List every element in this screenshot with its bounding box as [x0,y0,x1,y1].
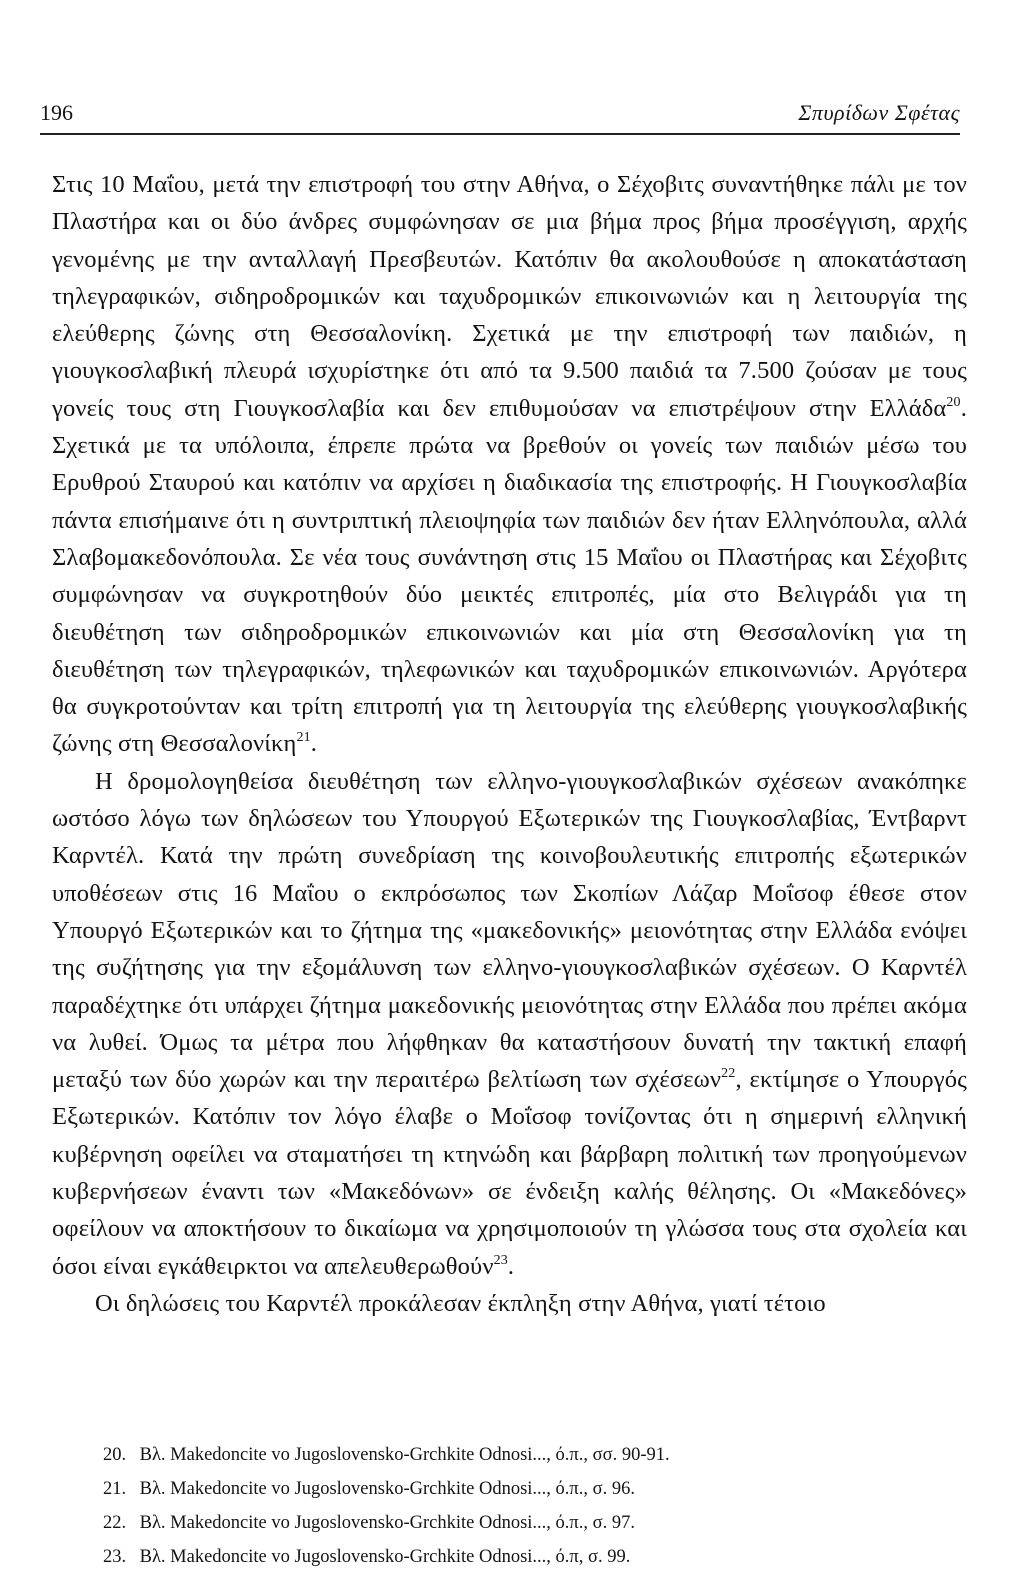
footnote-23 [103,1540,903,1574]
footnote-text: Βλ. Makedoncite vo Jugoslovensko-Grchkite Odnosi..., ό.π, σ. 99. [139,1547,631,1567]
paragraph-2 [52,763,967,1285]
body-text [52,166,967,1322]
footnote-number: 22. [103,1513,127,1533]
footnote-ref-22: 22 [721,1066,736,1082]
page-number: 196 [40,100,73,125]
footnote-number: 23. [103,1547,127,1567]
footnotes [103,1438,903,1574]
footnote-ref-21: 21 [296,730,311,746]
paragraph-1-text-a: Στις 10 Μαΐου, μετά την επιστροφή του στην Αθήνα, ο Σέχοβιτς συναντήθηκε πάλι με τον Πλαστήρα και οι δύο άνδρες συμφώνησαν σε μια βήμα προς βήμα προσέγγιση, αρχής γενομένης με την ανταλλαγή Πρεσβευτών. Κατόπιν θα ακολουθούσε η αποκατάσταση τηλεγραφικών, σιδηροδρομικών και ταχυδρομικών επικοινωνιών και η λειτουργία της ελεύθερης ζώνης στη Θεσσαλονίκη. Σχετικά με την επιστροφή των παιδιών, η γιουγκοσλαβική πλευρά ισχυρίστηκε ότι από τα 9.500 παιδιά τα 7.500 ζούσαν με τους γονείς τους στη Γιουγκοσλαβία και δεν επιθυμούσαν να επιστρέψουν στην Ελλάδα [52,171,967,422]
paragraph-1-text-c: . [310,730,318,758]
footnote-22 [103,1506,903,1540]
footnote-20 [103,1438,903,1472]
footnote-text: Βλ. Makedoncite vo Jugoslovensko-Grchkite Odnosi..., ό.π., σσ. 90-91. [139,1445,670,1465]
footnote-number: 20. [103,1445,127,1465]
footnote-ref-23: 23 [493,1252,508,1268]
header-rule [40,133,960,135]
footnote-21 [103,1472,903,1506]
page-header [40,98,960,132]
paragraph-2-text-c: . [507,1252,515,1280]
paragraph-1-text-b: . Σχετικά με τα υπόλοιπα, έπρεπε πρώτα να βρεθούν οι γονείς των παιδιών μέσω του Ερυθρού Σταυρού και κατόπιν να αρχίσει η διαδικασία της επιστροφής. Η Γιουγκοσλαβία πάντα επισήμαινε ότι η συντριπτική πλειοψηφία των παιδιών δεν ήταν Ελληνόπουλα, αλλά Σλαβομακεδονόπουλα. Σε νέα τους συνάντηση στις 15 Μαΐου οι Πλαστήρας και Σέχοβιτς συμφώνησαν να συγκροτηθούν δύο μεικτές επιτροπές, μία στο Βελιγράδι για τη διευθέτηση των σιδηροδρομικών επικοινωνιών και μία στη Θεσσαλονίκη για τη διευθέτηση των τηλεγραφικών, τηλεφωνικών και ταχυδρομικών επικοινωνιών. Αργότερα θα συγκροτούνταν και τρίτη επιτροπή για τη λειτουργία της ελεύθερης γιουγκοσλαβικής ζώνης στη Θεσσαλονίκη [52,394,967,758]
paragraph-1 [52,166,967,763]
paragraph-2-text-a: Η δρομολογηθείσα διευθέτηση των ελληνο-γιουγκοσλαβικών σχέσεων ανακόπηκε ωστόσο λόγω των δηλώσεων του Υπουργού Εξωτερικών της Γιουγκοσλαβίας, Έντβαρντ Καρντέλ. Κατά την πρώτη συνεδρίαση της κοινοβουλευτικής επιτροπής εξωτερικών υποθέσεων στις 16 Μαΐου ο εκπρόσωπος των Σκοπίων Λάζαρ Μοΐσοφ έθεσε στον Υπουργό Εξωτερικών και το ζήτημα της «μακεδονικής» μειονότητας στην Ελλάδα ενόψει της συζήτησης για την εξομάλυνση των ελληνο-γιουγκοσλαβικών σχέσεων. Ο Καρντέλ παραδέχτηκε ότι υπάρχει ζήτημα μακεδονικής μειονότητας στην Ελλάδα που πρέπει ακόμα να λυθεί. Όμως τα μέτρα που λήφθηκαν θα καταστήσουν δυνατή την τακτική επαφή μεταξύ των δύο χωρών και την περαιτέρω βελτίωση των σχέσεων [52,767,967,1094]
footnote-text: Βλ. Makedoncite vo Jugoslovensko-Grchkite Odnosi..., ό.π., σ. 97. [139,1513,635,1533]
footnote-number: 21. [103,1479,127,1499]
footnote-ref-20: 20 [946,394,961,410]
footnote-text: Βλ. Makedoncite vo Jugoslovensko-Grchkite Odnosi..., ό.π., σ. 96. [139,1479,635,1499]
running-title: Σπυρίδων Σφέτας [798,100,960,125]
paragraph-3: Οι δηλώσεις του Καρντέλ προκάλεσαν έκπληξη στην Αθήνα, γιατί τέτοιο [95,1289,826,1317]
paragraph-2-text-b: , εκτίμησε ο Υπουργός Εξωτερικών. Κατόπιν τον λόγο έλαβε ο Μοΐσοφ τονίζοντας ότι η σημερινή ελληνική κυβέρνηση οφείλει να σταματήσει τη κτηνώδη και βάρβαρη πολιτική των προηγούμενων κυβερνήσεων έναντι των «Μακεδόνων» σε ένδειξη καλής θέλησης. Οι «Μακεδόνες» οφείλουν να αποκτήσουν το δικαίωμα να χρησιμοποιούν τη γλώσσα τους στα σχολεία και όσοι είναι εγκάθειρκτοι να απελευθερωθούν [52,1066,967,1280]
